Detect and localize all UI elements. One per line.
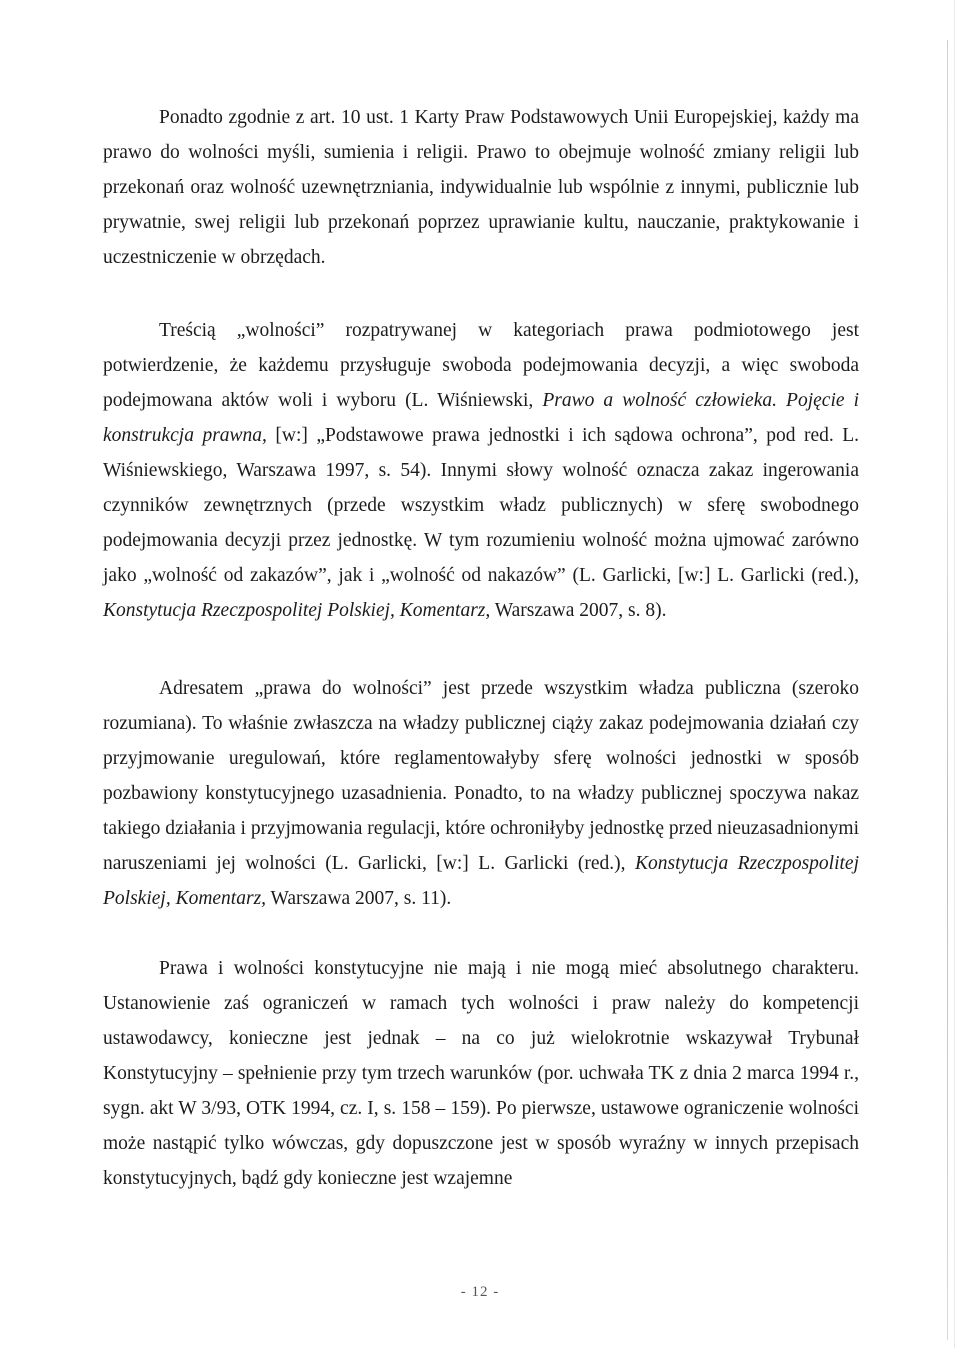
paragraph-text: Adresatem „prawa do wolności” jest przede wszystkim władza publiczna (szeroko rozumiana). To właśnie zwłaszcza na władzy publicznej ciąży zakaz podejmowania działań czy przyjmowanie uregulowań, które reglamentowałyby sferę wolności jednostki w sposób pozbawiony konstytucyjnego uzasadnienia. Ponadto, to na władzy publicznej spoczywa nakaz takiego działania i przyjmowania regulacji, które ochroniłyby jednostkę przed nieuzasadnionymi naruszeniami jej wolności (L. Garlicki, [w:] L. Garlicki (red.), bbox=[103, 678, 859, 874]
paragraph-text: Treścią „wolności” rozpatrywanej w kategoriach prawa podmiotowego jest potwierdzenie, że każdemu przysługuje swoboda podejmowania decyzji, a więc swoboda podejmowana aktów woli i wyboru (L. Wiśniewski, bbox=[103, 320, 859, 411]
paragraph-text: [w:] „Podstawowe prawa jednostki i ich sądowa ochrona”, pod red. L. Wiśniewskiego, Warszawa 1997, s. 54). Innymi słowy wolność oznacza zakaz ingerowania czynników zewnętrznych (przede wszystkim władz publicznych) w sferę swobodnego podejmowania decyzji przez jednostkę. W tym rozumieniu wolność można ujmować zarówno jako „wolność od zakazów”, jak i „wolność od nakazów” (L. Garlicki, [w:] L. Garlicki (red.), bbox=[103, 425, 859, 586]
citation-title: Prawo a wolność człowieka. Pojęcie i konstrukcja prawna, bbox=[103, 390, 860, 446]
paragraph-4 bbox=[103, 951, 859, 1196]
scan-edge-line bbox=[947, 40, 948, 1340]
paragraph-text: Warszawa 2007, s. 8). bbox=[490, 600, 667, 621]
citation-title: Konstytucja Rzeczpospolitej Polskiej, Komentarz, bbox=[103, 853, 859, 909]
paragraph-1 bbox=[103, 100, 859, 275]
paragraph-text: Prawa i wolności konstytucyjne nie mają i nie mogą mieć absolutnego charakteru. Ustanowienie zaś ograniczeń w ramach tych wolności i praw należy do kompetencji ustawodawcy, konieczne jest jednak – na co już wielokrotnie wskazywał Trybunał Konstytucyjny – spełnienie przy tym trzech warunków (por. uchwała TK z dnia 2 marca 1994 r., sygn. akt W 3/93, OTK 1994, cz. I, s. 158 – 159). Po pierwsze, ustawowe ograniczenie wolności może nastąpić tylko wówczas, gdy dopuszczone jest w sposób wyraźny w innych przepisach konstytucyjnych, bądź gdy konieczne jest wzajemne bbox=[103, 958, 859, 1189]
paragraph-3 bbox=[103, 671, 859, 916]
paragraph-2 bbox=[103, 313, 859, 628]
scan-edge-line bbox=[954, 0, 955, 1348]
paragraph-text: Warszawa 2007, s. 11). bbox=[266, 888, 452, 909]
page-number: - 12 - bbox=[460, 1284, 500, 1300]
citation-title: Konstytucja Rzeczpospolitej Polskiej, Komentarz, bbox=[103, 600, 491, 621]
paragraph-text: Ponadto zgodnie z art. 10 ust. 1 Karty Praw Podstawowych Unii Europejskiej, każdy ma prawo do wolności myśli, sumienia i religii. Prawo to obejmuje wolność zmiany religii lub przekonań oraz wolność uzewnętrzniania, indywidualnie lub wspólnie z innymi, publicznie lub prywatnie, swej religii lub przekonań poprzez uprawianie kultu, nauczanie, praktykowanie i uczestniczenie w obrzędach. bbox=[103, 107, 859, 268]
